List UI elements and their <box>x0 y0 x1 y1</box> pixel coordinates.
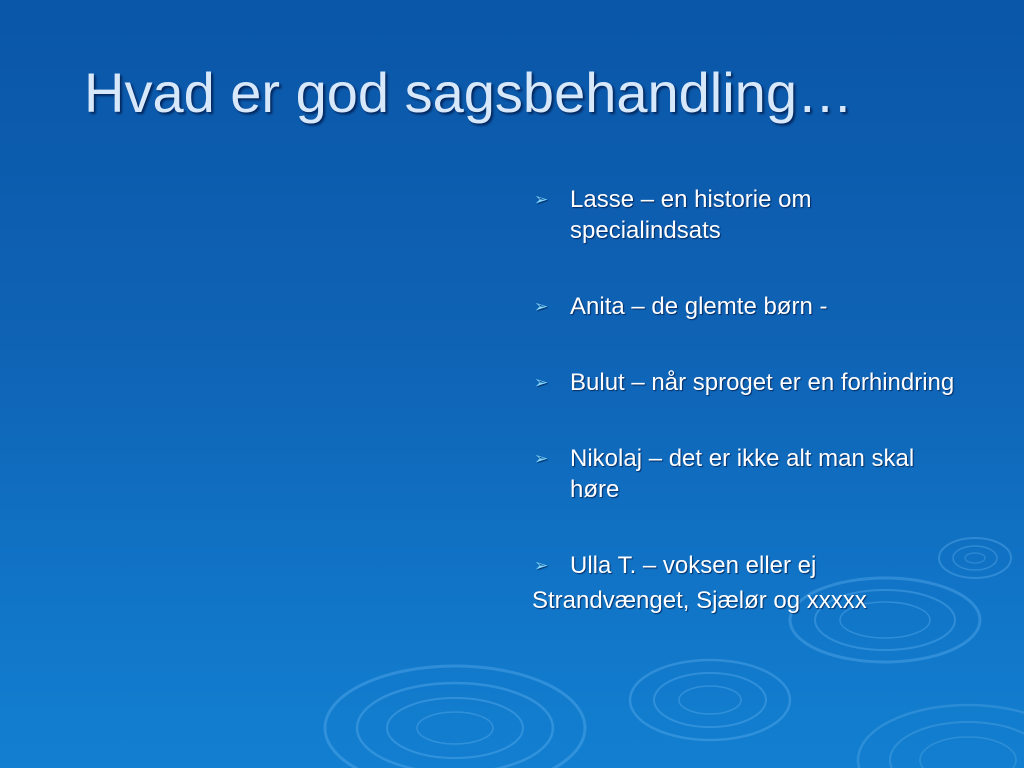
chevron-right-icon: ➢ <box>534 449 549 468</box>
chevron-right-icon: ➢ <box>534 190 549 209</box>
bullet-list <box>532 184 972 581</box>
bullet-text: Bulut – når sproget er en forhindring <box>570 369 955 396</box>
chevron-right-icon: ➢ <box>534 556 549 575</box>
slide-title: Hvad er god sagsbehandling… <box>84 61 853 124</box>
bullet-text: Ulla T. – voksen eller ej <box>570 552 817 579</box>
bullet-item <box>532 291 972 322</box>
chevron-right-icon: ➢ <box>534 373 549 392</box>
bullet-item <box>532 367 972 398</box>
bullet-text: Nikolaj – det er ikke alt man skal høre <box>570 445 915 503</box>
bullet-text: Lasse – en historie om specialindsats <box>570 186 812 244</box>
bullet-item <box>532 550 972 581</box>
slide-content <box>532 184 972 616</box>
chevron-right-icon: ➢ <box>534 297 549 316</box>
bullet-text: Anita – de glemte børn - <box>570 293 828 320</box>
bullet-item <box>532 184 972 246</box>
slide-note: Strandvænget, Sjælør og xxxxx <box>532 587 867 614</box>
bullet-item <box>532 443 972 505</box>
